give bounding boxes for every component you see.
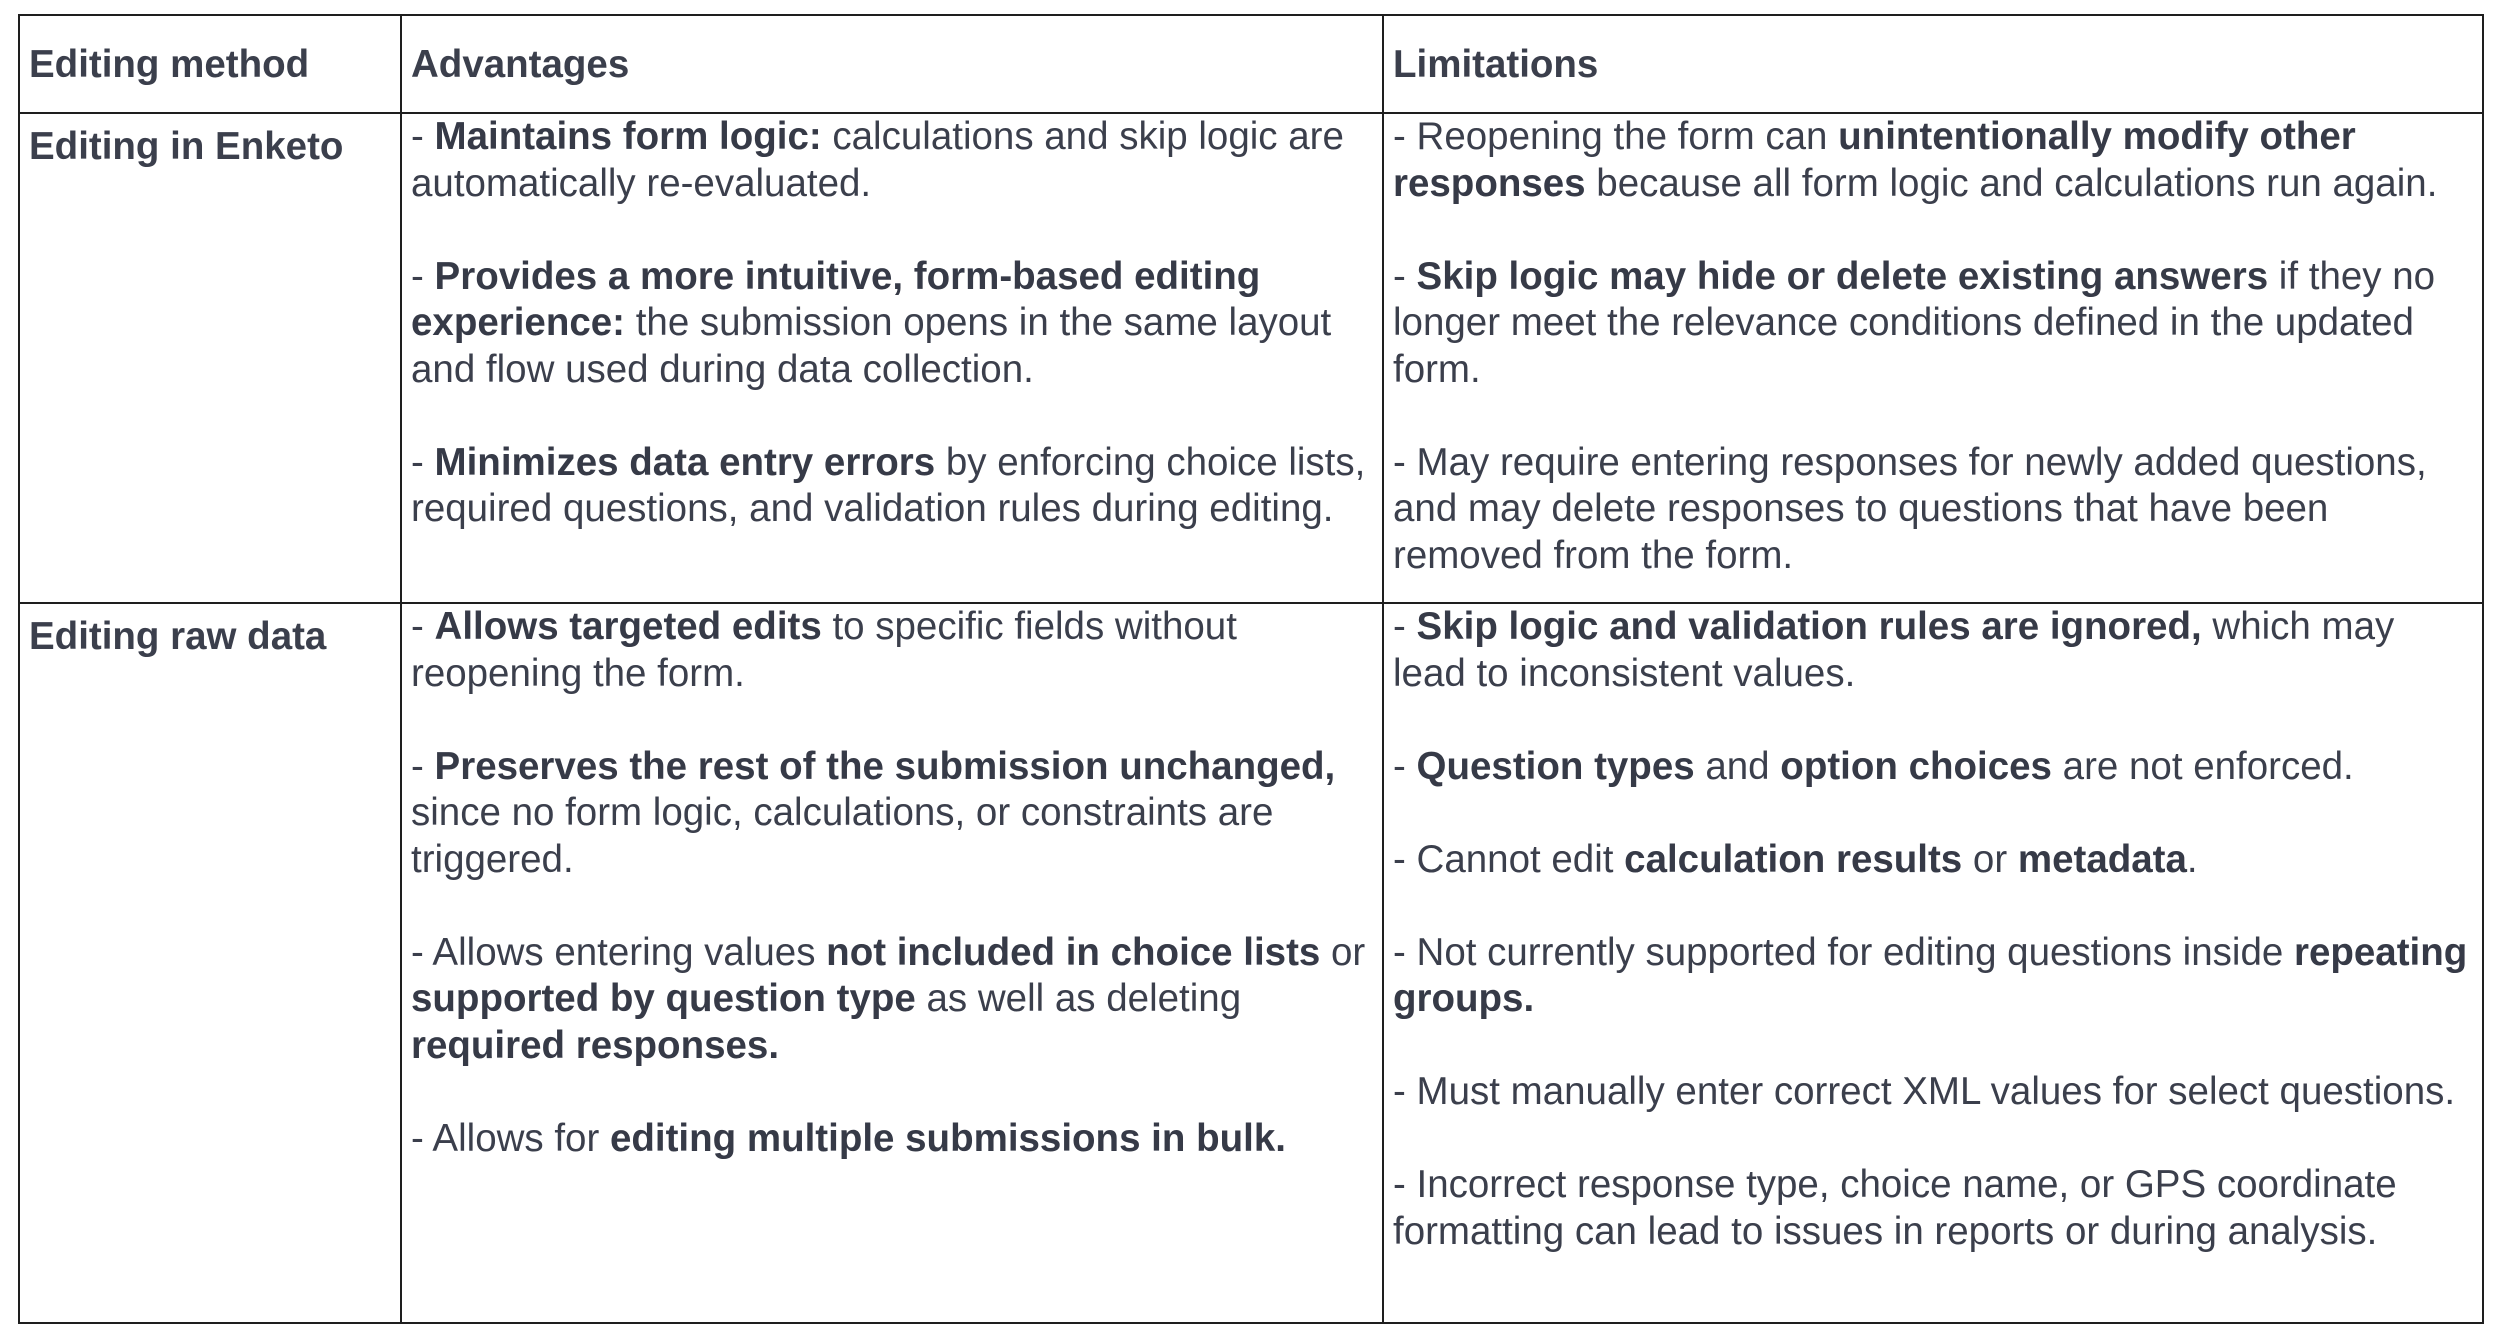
header-editing-method: Editing method: [19, 15, 401, 113]
method-cell: Editing in Enketo: [19, 113, 401, 603]
limitation-item: - Not currently supported for editing questions inside repeating groups.: [1393, 930, 2468, 1020]
header-row: [19, 15, 2483, 113]
method-cell: Editing raw data: [19, 603, 401, 1323]
limitation-item: - Reopening the form can unintentionally modify other responses because all form logic and calculations run again.: [1393, 115, 2438, 205]
advantage-item: - Provides a more intuitive, form-based editing experience: the submission opens in the same layout and flow used during data collection.: [411, 254, 1332, 391]
advantages-cell: [401, 603, 1383, 1323]
limitation-item: - Question types and option choices are not enforced.: [1393, 744, 2354, 788]
limitation-item: - Must manually enter correct XML values for select questions.: [1393, 1070, 2456, 1113]
comparison-table: [18, 14, 2484, 1324]
advantages-cell: [401, 113, 1383, 603]
header-limitations: Limitations: [1383, 15, 2483, 113]
advantage-item: - Preserves the rest of the submission unchanged, since no form logic, calculations, or constraints are triggered.: [411, 744, 1336, 881]
limitation-item: - Incorrect response type, choice name, or GPS coordinate formatting can lead to issues in reports or during analysis.: [1393, 1163, 2397, 1253]
limitations-cell: [1383, 113, 2483, 603]
advantage-item: - Allows entering values not included in choice lists or supported by question type as well as deleting required responses.: [411, 930, 1366, 1067]
limitation-item: - Skip logic and validation rules are ignored, which may lead to inconsistent values.: [1393, 605, 2395, 695]
limitation-item: - Skip logic may hide or delete existing answers if they no longer meet the relevance conditions defined in the updated form.: [1393, 254, 2436, 391]
advantage-item: - Allows targeted edits to specific fields without reopening the form.: [411, 605, 1237, 695]
limitations-cell: [1383, 603, 2483, 1323]
header-advantages: Advantages: [401, 15, 1383, 113]
advantage-item: - Maintains form logic: calculations and skip logic are automatically re-evaluated.: [411, 115, 1344, 205]
limitation-item: - May require entering responses for newly added questions, and may delete responses to questions that have been removed from the form.: [1393, 440, 2427, 577]
table-row: [19, 113, 2483, 603]
table-row: [19, 603, 2483, 1323]
advantage-item: - Minimizes data entry errors by enforcing choice lists, required questions, and validation rules during editing.: [411, 440, 1366, 530]
limitation-item: - Cannot edit calculation results or metadata.: [1393, 837, 2198, 881]
advantage-item: - Allows for editing multiple submissions in bulk.: [411, 1116, 1286, 1160]
